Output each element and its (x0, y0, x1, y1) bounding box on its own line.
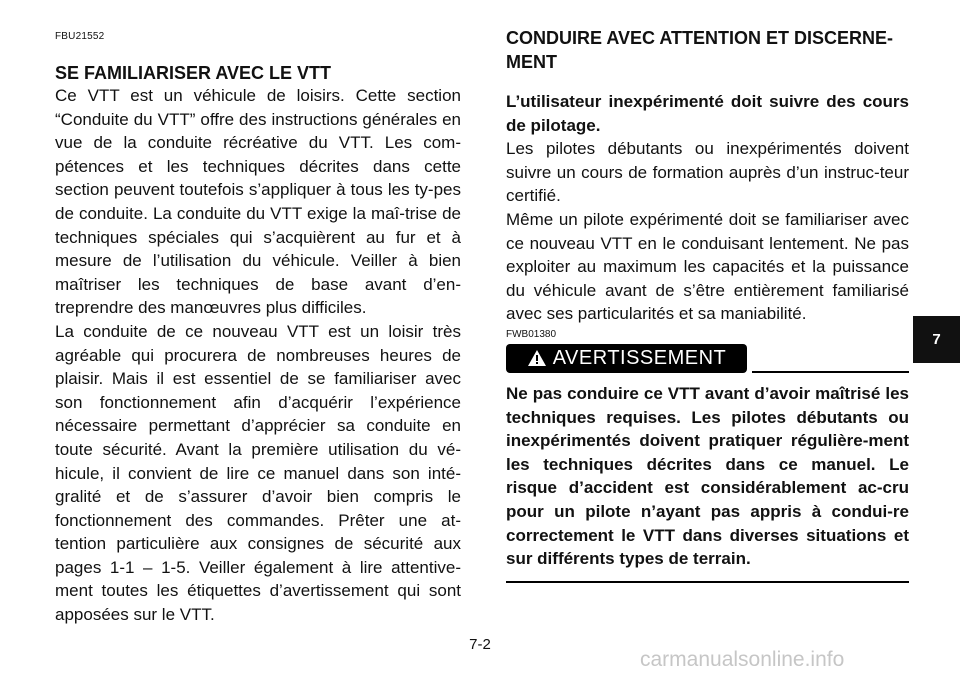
warning-label: AVERTISSEMENT (552, 346, 727, 369)
warning-end-rule (506, 581, 909, 583)
page-number: 7-2 (469, 636, 491, 653)
subheading: L’utilisateur inexpérimenté doit suivre des cours de pilotage. (506, 92, 909, 135)
chapter-tab: 7 (913, 316, 960, 363)
section-heading-right: CONDUIRE AVEC ATTENTION ET DISCERNE-MENT (506, 28, 894, 72)
second-paragraph: La conduite de ce nouveau VTT est un loisir très agréable qui procurera de nombreuses heures de plaisir. Mais il est essentiel de se familiariser avec son fonctionnement afin d’acquérir l’expérience nécessaire permettant d’apprécier sa conduite en toute sécurité. Avant la première utilisation du vé-hicule, il convient de lire ce manuel dans son inté-gralité et de s’assurer d’avoir bien compris le fonctionnement des commandes. Prêter une at-tention particulière aux consignes de sécurité aux pages 1-1 – 1-5. Veiller également à lire attentive-ment toutes les étiquettes d’avertissement qui sont apposées sur le VTT. (55, 321, 461, 625)
right-column (506, 26, 909, 583)
watermark: carmanualsonline.info (640, 648, 845, 671)
warning-triangle-icon (527, 349, 547, 367)
section-heading: SE FAMILIARISER AVEC LE VTT (55, 63, 332, 83)
left-column (55, 62, 461, 627)
warning-banner (506, 344, 747, 373)
section-code: FBU21552 (55, 31, 105, 42)
intro-paragraph: Ce VTT est un véhicule de loisirs. Cette section “Conduite du VTT” offre des instructions générales en vue de la conduite récréative du VTT. Les com-pétences et les techniques décrites dans cette section peuvent toutefois s’appliquer à tous les ty-pes de conduite. La conduite du VTT exige la maî-trise de techniques spéciales qui s’acquièrent au fur et à mesure de l’utilisation du véhicule. Veiller à bien maîtriser les techniques de base avant d’en-treprendre des manœuvres plus difficiles. (55, 86, 461, 318)
paragraph-training: Les pilotes débutants ou inexpérimentés doivent suivre un cours de formation auprès d’un instruc-teur certifié. (506, 139, 909, 206)
warning-text: Ne pas conduire ce VTT avant d’avoir maîtrisé les techniques requises. Les pilotes débutants ou inexpérimentés doivent pratiquer régulière-ment les techniques décrites dans ce manuel. Le risque d’accident est considérablement ac-cru pour un pilote n’ayant pas appris à condui-re correctement le VTT dans diverses situations et sur différents types de terrain. (506, 383, 909, 569)
paragraph-experienced: Même un pilote expérimenté doit se familiariser avec ce nouveau VTT en le conduisant lentement. Ne pas exploiter au maximum les capacités et la puissance du véhicule avant de s’être entièrement familiarisé avec ses particularités et sa maniabilité. (506, 209, 909, 324)
warning-code: FWB01380 (506, 328, 557, 340)
warning-header (506, 344, 909, 374)
warning-rule (752, 371, 909, 373)
